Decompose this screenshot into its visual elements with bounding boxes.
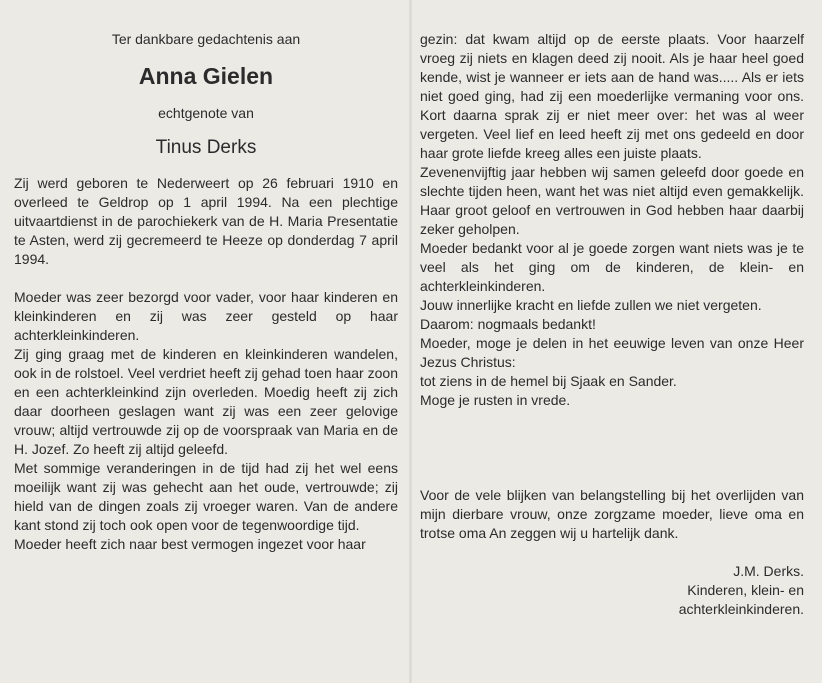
spouse-name: Tinus Derks: [155, 137, 257, 158]
line-rest-in-peace: Moge je rusten in vrede.: [420, 392, 571, 408]
paragraph-changes: Met sommige veranderingen in de tijd had zij het wel eens moeilijk want zij was gehecht aan het oude, vertrouwde; zij hield van de dingen zoals zij vroeger waren. Van de andere kant stond zij toch ook open voor de tegenwoordige tijd.: [14, 460, 398, 533]
paragraph-dedication-start: Moeder heeft zich naar best vermogen ingezet voor haar: [14, 536, 366, 552]
signature-name: J.M. Derks.: [733, 563, 804, 579]
right-column: [420, 30, 804, 619]
paragraph-eternal-life: Moeder, moge je delen in het eeuwige leven van onze Heer Jezus Christus:: [420, 335, 804, 370]
left-column: [14, 30, 398, 554]
thanks-paragraph: Voor de vele blijken van belangstelling bij het overlijden van mijn dierbare vrouw, onze zorgzame moeder, lieve oma en trotse oma An zeggen wij u hartelijk dank.: [420, 487, 804, 541]
line-strength: Jouw innerlijke kracht en liefde zullen we niet vergeten.: [420, 297, 762, 313]
intro-text: Ter dankbare gedachtenis aan: [111, 31, 301, 47]
signature-grandchildren: achterkleinkinderen.: [678, 601, 804, 617]
line-thanks-again: Daarom: nogmaals bedankt!: [420, 316, 596, 332]
line-heaven: tot ziens in de hemel bij Sjaak en Sander.: [420, 373, 677, 389]
paragraph-caring: Moeder was zeer bezorgd voor vader, voor haar kinderen en kleinkinderen en zij was zeer gesteld op haar achterkleinkinderen.: [14, 289, 398, 343]
birth-death-paragraph: Zij werd geboren te Nederweert op 26 februari 1910 en overleed te Geldrop op 1 april 1994. Na een plechtige uitvaartdienst in de parochiekerk van de H. Maria Presentatie te Asten, werd zij gecremeerd te Heeze op donderdag 7 april 1994.: [14, 175, 398, 267]
paragraph-family: gezin: dat kwam altijd op de eerste plaats. Voor haarzelf vroeg zij niets en klagen deed zij nooit. Als je haar heel goed kende, wist je wanneer er iets aan de hand was..... Als er iets niet goed ging, had zij een moederlijke vermaning voor ons. Kort daarna sprak zij er niet meer over: het was al weer vergeten. Veel lief en leed heeft zij met ons gedeeld en door haar grote liefde kreeg alles een juiste plaats.: [420, 31, 804, 161]
paragraph-marriage: Zevenenvijftig jaar hebben wij samen geleefd door goede en slechte tijden heen, want het was niet altijd even gemakkelijk. Haar groot geloof en vertrouwen in God hebben haar daarbij zeker geholpen.: [420, 164, 804, 237]
paragraph-thanks-mother: Moeder bedankt voor al je goede zorgen want niets was je te veel als het ging om de kinderen, de klein- en achterkleinkinderen.: [420, 240, 804, 294]
spouse-label: echtgenote van: [158, 105, 254, 121]
signature-children: Kinderen, klein- en: [687, 582, 804, 598]
deceased-name: Anna Gielen: [138, 63, 274, 89]
paragraph-walks: Zij ging graag met de kinderen en kleinkinderen wandelen, ook in de rolstoel. Veel verdriet heeft zij gehad toen haar zoon en een achterkleinkind zijn overleden. Moedig heeft zij zich daar doorheen geslagen want zij was een zeer gelovige vrouw; altijd vertrouwde zij op de voorspraak van Maria en de H. Jozef. Zo heeft zij altijd geleefd.: [14, 346, 398, 457]
card-fold: [409, 0, 412, 683]
